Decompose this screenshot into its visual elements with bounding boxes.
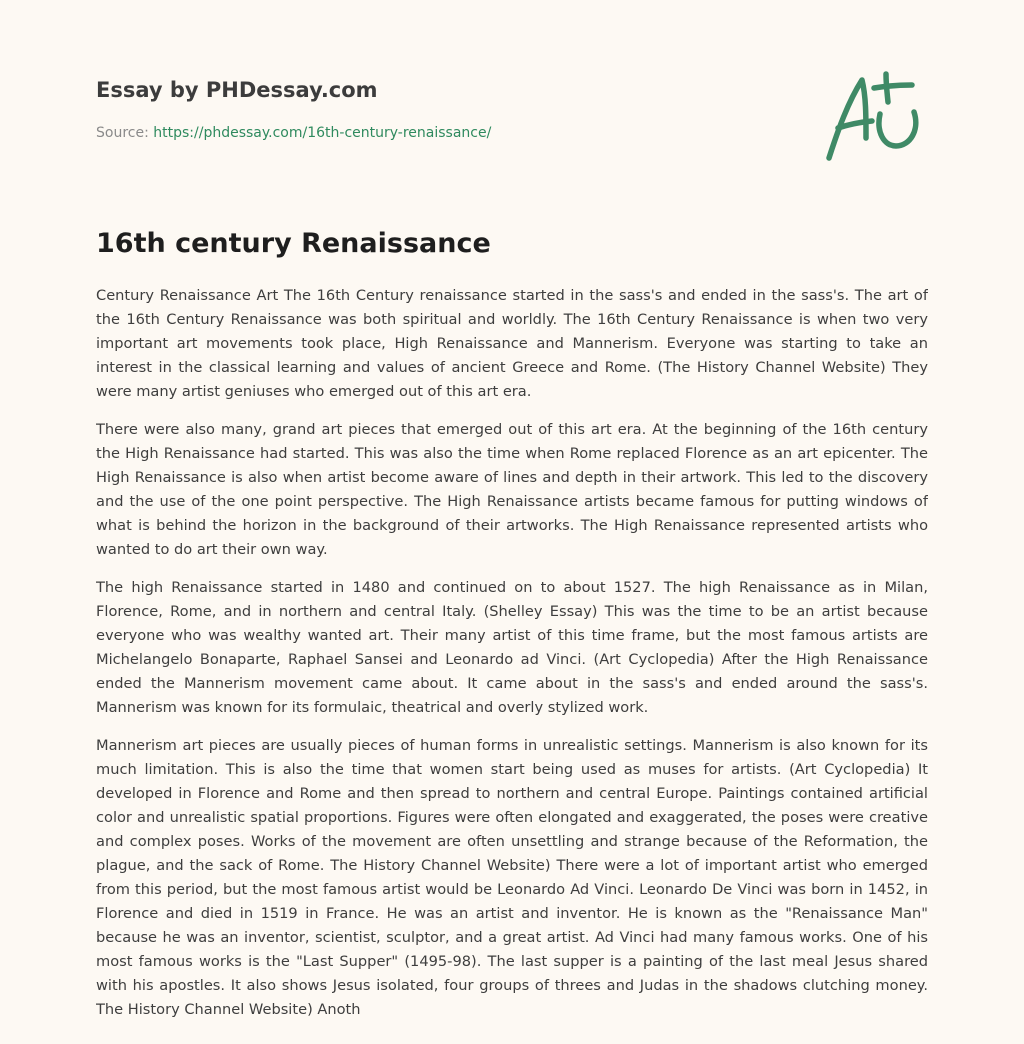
essay-paragraph: Century Renaissance Art The 16th Century renaissance started in the sass's and ended in the sass's. The art of the 16th Century Renaissance was both spiritual and worldly. The 16th Century Renaissance is when two very important art movements took place, High Renaissance and Mannerism. Everyone was starting to take an interest in the classical learning and values of ancient Greece and Rome. (The History Channel Website) They were many artist geniuses who emerged out of this art era. — [96, 287, 928, 400]
essay-body — [96, 284, 928, 1034]
source-label: Source: — [96, 125, 154, 141]
a-plus-grade-logo-icon — [822, 66, 930, 166]
essay-title: 16th century Renaissance — [96, 228, 491, 259]
site-title: Essay by PHDessay.com — [96, 78, 378, 102]
essay-paragraph: There were also many, grand art pieces that emerged out of this art era. At the beginning of the 16th century the High Renaissance had started. This was also the time when Rome replaced Florence as an art epicenter. The High Renaissance is also when artist become aware of lines and depth in their artwork. This led to the discovery and the use of the one point perspective. The High Renaissance artists became famous for putting windows of what is behind the horizon in the background of their artworks. The High Renaissance represented artists who wanted to do art their own way. — [96, 421, 928, 558]
source-line — [96, 124, 696, 142]
essay-paragraph: Mannerism art pieces are usually pieces of human forms in unrealistic settings. Mannerism is also known for its much limitation. This is also the time that women start being used as muses for artists. (Art Cyclopedia) It developed in Florence and Rome and then spread to northern and central Europe. Paintings contained artificial color and unrealistic spatial proportions. Figures were often elongated and exaggerated, the poses were creative and complex poses. Works of the movement are often unsettling and strange because of the Reformation, the plague, and the sack of Rome. The History Channel Website) There were a lot of important artist who emerged from this period, but the most famous artist would be Leonardo Ad Vinci. Leonardo De Vinci was born in 1452, in Florence and died in 1519 in France. He was an artist and inventor. He is known as the "Renaissance Man" because he was an inventor, scientist, sculptor, and a great artist. Ad Vinci had many famous works. One of his most famous works is the "Last Supper" (1495-98). The last supper is a painting of the last meal Jesus shared with his apostles. It also shows Jesus isolated, four groups of threes and Judas in the shadows clutching money. The History Channel Website) Anoth — [96, 737, 928, 1018]
source-link[interactable]: https://phdessay.com/16th-century-renaissance/ — [153, 125, 492, 141]
page-header — [96, 76, 696, 142]
essay-paragraph: The high Renaissance started in 1480 and continued on to about 1527. The high Renaissance as in Milan, Florence, Rome, and in northern and central Italy. (Shelley Essay) This was the time to be an artist because everyone who was wealthy wanted art. Their many artist of this time frame, but the most famous artists are Michelangelo Bonaparte, Raphael Sansei and Leonardo ad Vinci. (Art Cyclopedia) After the High Renaissance ended the Mannerism movement came about. It came about in the sass's and ended around the sass's. Mannerism was known for its formulaic, theatrical and overly stylized work. — [96, 579, 928, 716]
